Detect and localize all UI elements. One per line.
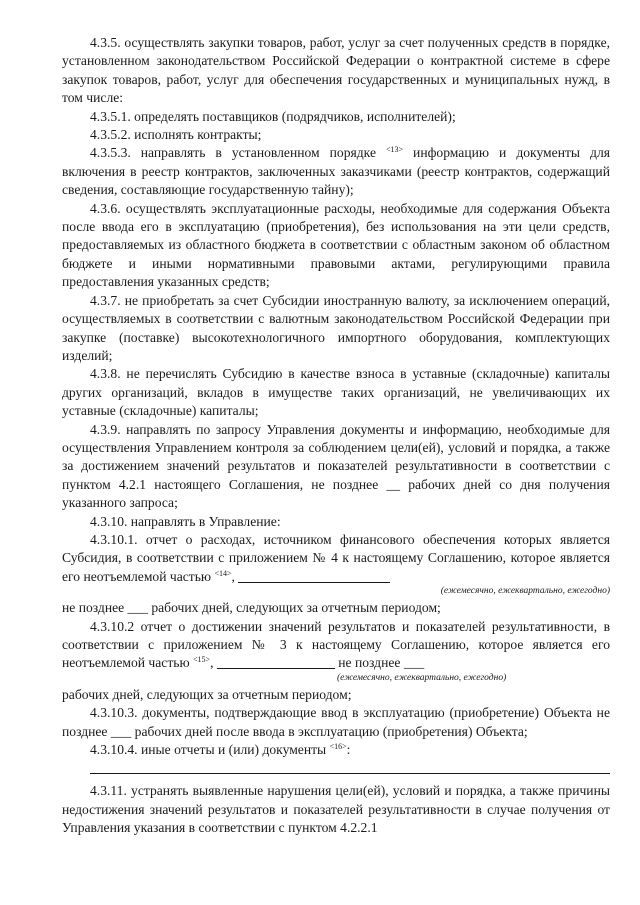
clause-4-3-5-3 bbox=[62, 144, 610, 199]
clause-text: : bbox=[346, 742, 351, 758]
clause-4-3-5-1: 4.3.5.1. определять поставщиков (подрядчиков, исполнителей); bbox=[90, 108, 456, 124]
period-blank bbox=[217, 656, 335, 669]
period-hint: (ежемесячно, ежеквартально, ежегодно) bbox=[440, 586, 610, 597]
clause-4-3-10-4 bbox=[62, 741, 610, 759]
clause-4-3-5: 4.3.5. осуществлять закупки товаров, работ, услуг за счет полученных средств в порядке, установленном законодательством Российской Федерации о контрактной системе в сфере закупок товаров, работ, услуг для обеспечения государственных и муниципальных нужд, в том числе: bbox=[62, 35, 610, 106]
spacer bbox=[62, 774, 610, 782]
footnote-ref: <15> bbox=[193, 655, 211, 665]
clause-4-3-10-1: 4.3.10.1. отчет о расходах, источником финансового обеспечения которых является Субсидия, в соответствии с приложением № 4 к настоящему Соглашению, которое является его неотъемлемой частью $^{<14>}$, bbox=[62, 531, 610, 584]
clause-4-3-10-2-deadline: рабочих дней, следующих за отчетным периодом; bbox=[62, 686, 352, 702]
fill-in-line bbox=[90, 759, 610, 774]
footnote-ref: <13> bbox=[386, 145, 404, 155]
footnote-ref: <16> bbox=[329, 742, 347, 752]
clause-4-3-8: 4.3.8. не перечислять Субсидию в качестве взноса в уставные (складочные) капиталы других организаций, вкладов в имуществе таких организаций, не увеличивающих их уставные (складочные) капиталы; bbox=[62, 366, 610, 419]
document-page bbox=[62, 34, 610, 838]
clause-4-3-10: 4.3.10. направлять в Управление: bbox=[90, 513, 281, 529]
clause-4-3-11: 4.3.11. устранять выявленные нарушения цели(ей), условий и порядка, а также причины недостижения значений результатов и показателей результативности в случае получения от Управления указания в соответствии с пунктом 4.2.2.1 bbox=[62, 783, 610, 836]
clause-4-3-7: 4.3.7. не приобретать за счет Субсидии иностранную валюту, за исключением операций, осуществляемых в соответствии с валютным законодательством Российской Федерации при закупке (поставке) высокотехнологичного импортного оборудования, комплектующих изделий; bbox=[62, 292, 610, 363]
clause-text: информацию и документы для включения в реестр контрактов, заключенных заказчиками (реестр контрактов, содержащий сведения, составляющие государственную тайну); bbox=[62, 145, 610, 198]
clause-4-3-10-3: 4.3.10.3. документы, подтверждающие ввод в эксплуатацию (приобретение) Объекта не позднее ___ рабочих дней после ввода в эксплуатацию (приобретения) Объекта; bbox=[62, 705, 610, 739]
clause-text: не позднее ___ bbox=[338, 655, 425, 671]
clause-text: 4.3.10.1. отчет о расходах, источником финансового обеспечения которых является Субсидия, в соответствии с приложением № 4 к настоящему Соглашению, которое является его неотъемлемой частью bbox=[62, 531, 610, 584]
clause-4-3-9: 4.3.9. направлять по запросу Управления документы и информацию, необходимые для осуществления Управлением контроля за соблюдением цели(ей), условий и порядка, а также за достижением значений результатов и показателей результативности в соответствии с пунктом 4.2.1 настоящего Соглашения, не позднее __ рабочих дней со дня получения указанного запроса; bbox=[62, 421, 610, 511]
clause-4-3-6: 4.3.6. осуществлять эксплуатационные расходы, необходимые для содержания Объекта после ввода его в эксплуатацию (приобретения), без использования на эти цели средств, предоставляемых из областного бюджета в соответствии с областным законом об областном бюджете и иными нормативными правовыми актами, регулирующими правила предоставления указанных средств; bbox=[62, 200, 610, 290]
footnote-ref: <14> bbox=[214, 568, 232, 578]
period-blank bbox=[238, 570, 390, 583]
clause-text: 4.3.10.4. иные отчеты и (или) документы bbox=[90, 742, 327, 758]
clause-text: 4.3.5.3. направлять в установленном порядке bbox=[90, 145, 376, 161]
clause-4-3-5-2: 4.3.5.2. исполнять контракты; bbox=[90, 127, 262, 143]
clause-4-3-10-1-deadline: не позднее ___ рабочих дней, следующих за отчетным периодом; bbox=[62, 600, 441, 616]
clause-4-3-10-2: 4.3.10.2 отчет о достижении значений результатов и показателей результативности, в соответствии с приложением № 3 к настоящему Соглашению, которое является его неотъемлемой частью $^{<15>}$, не позднее ___ bbox=[62, 618, 610, 671]
clause-text: 4.3.10.2 отчет о достижении значений результатов и показателей результативности, в соответствии с приложением № 3 к настоящему Соглашению, которое является его неотъемлемой частью bbox=[62, 618, 610, 671]
period-hint: (ежемесячно, ежеквартально, ежегодно) bbox=[337, 672, 507, 683]
